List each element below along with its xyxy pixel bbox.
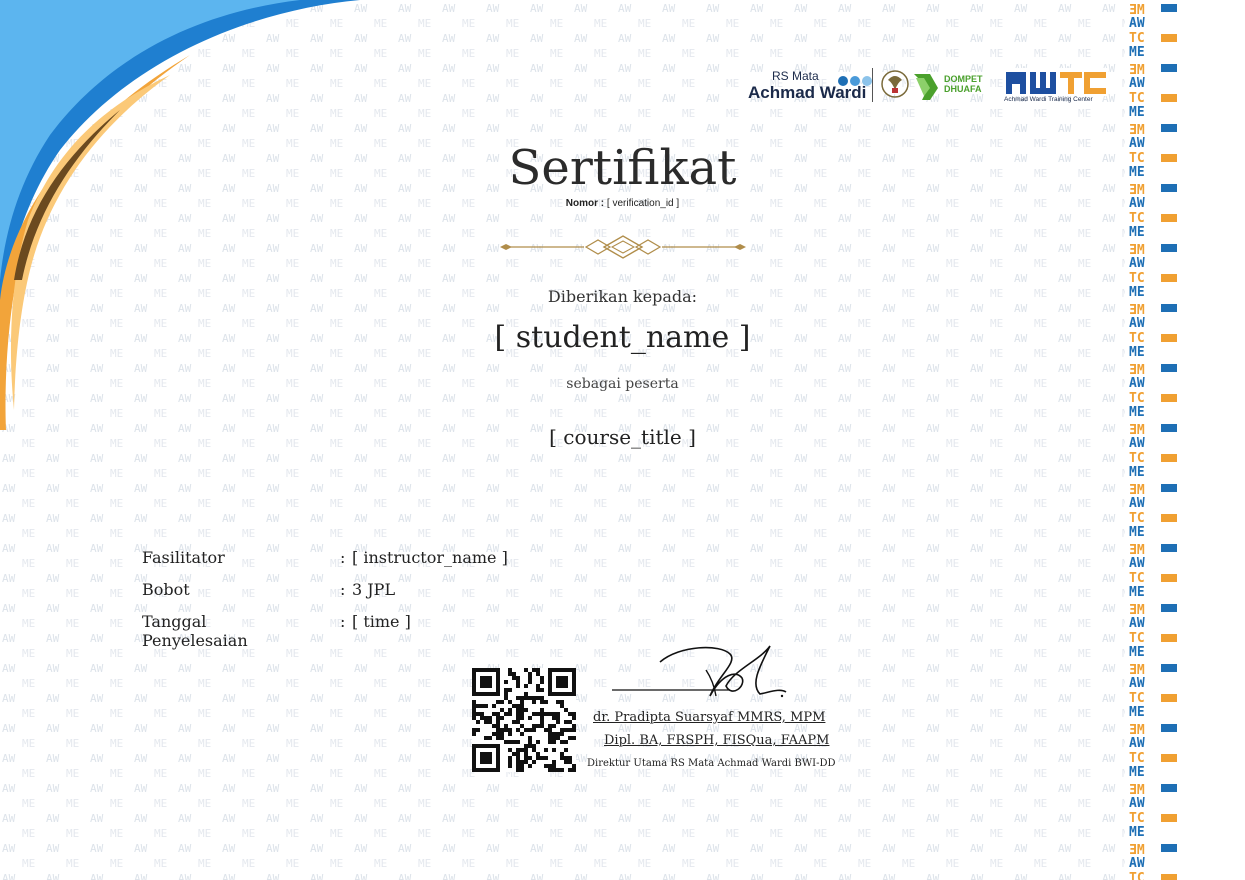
detail-colon: : bbox=[340, 612, 346, 631]
awtc-subtitle: Achmad Wardi Training Center bbox=[1004, 96, 1093, 103]
dompet-dhuafa-text: DOMPET DHUAFA bbox=[944, 74, 983, 94]
header-logos bbox=[748, 66, 1113, 106]
signature-image bbox=[610, 640, 790, 704]
detail-colon: : bbox=[340, 548, 346, 567]
garuda-emblem-icon bbox=[880, 68, 910, 100]
student-name: [ student_name ] bbox=[494, 320, 751, 355]
certificate-number-label: Nomor : bbox=[565, 198, 605, 209]
certificate-title: Sertifikat bbox=[508, 140, 737, 196]
detail-value: 3 JPL bbox=[352, 580, 396, 599]
certificate-number-value: [ verification_id ] bbox=[606, 198, 680, 209]
signatory-credentials: Dipl. BA, FRSPH, FISQua, FAAPM bbox=[604, 733, 830, 748]
detail-label: Bobot bbox=[142, 580, 190, 599]
rs-mata-label: RS Mata bbox=[772, 69, 819, 83]
logo-divider bbox=[872, 68, 873, 102]
signatory-name: dr. Pradipta Suarsyaf MMRS, MPM bbox=[593, 710, 826, 725]
participant-role: sebagai peserta bbox=[566, 376, 679, 392]
detail-value: [ time ] bbox=[352, 612, 411, 631]
detail-colon: : bbox=[340, 580, 346, 599]
signatory-position: Direktur Utama RS Mata Achmad Wardi BWI-DD bbox=[587, 758, 836, 769]
detail-label: Fasilitator bbox=[142, 548, 225, 567]
qr-code-icon[interactable] bbox=[472, 668, 576, 772]
detail-value: [ instructor_name ] bbox=[352, 548, 508, 567]
course-title: [ course_title ] bbox=[549, 425, 696, 449]
awtc-logo-icon bbox=[1004, 68, 1108, 96]
certificate-number bbox=[0, 198, 1245, 209]
ornament-divider bbox=[500, 234, 746, 260]
given-to-label: Diberikan kepada: bbox=[547, 287, 698, 306]
corner-swoosh-decoration bbox=[0, 0, 360, 440]
achmad-wardi-logo-text: Achmad Wardi bbox=[748, 83, 867, 102]
detail-label: Tanggal Penyelesaian bbox=[142, 612, 248, 650]
